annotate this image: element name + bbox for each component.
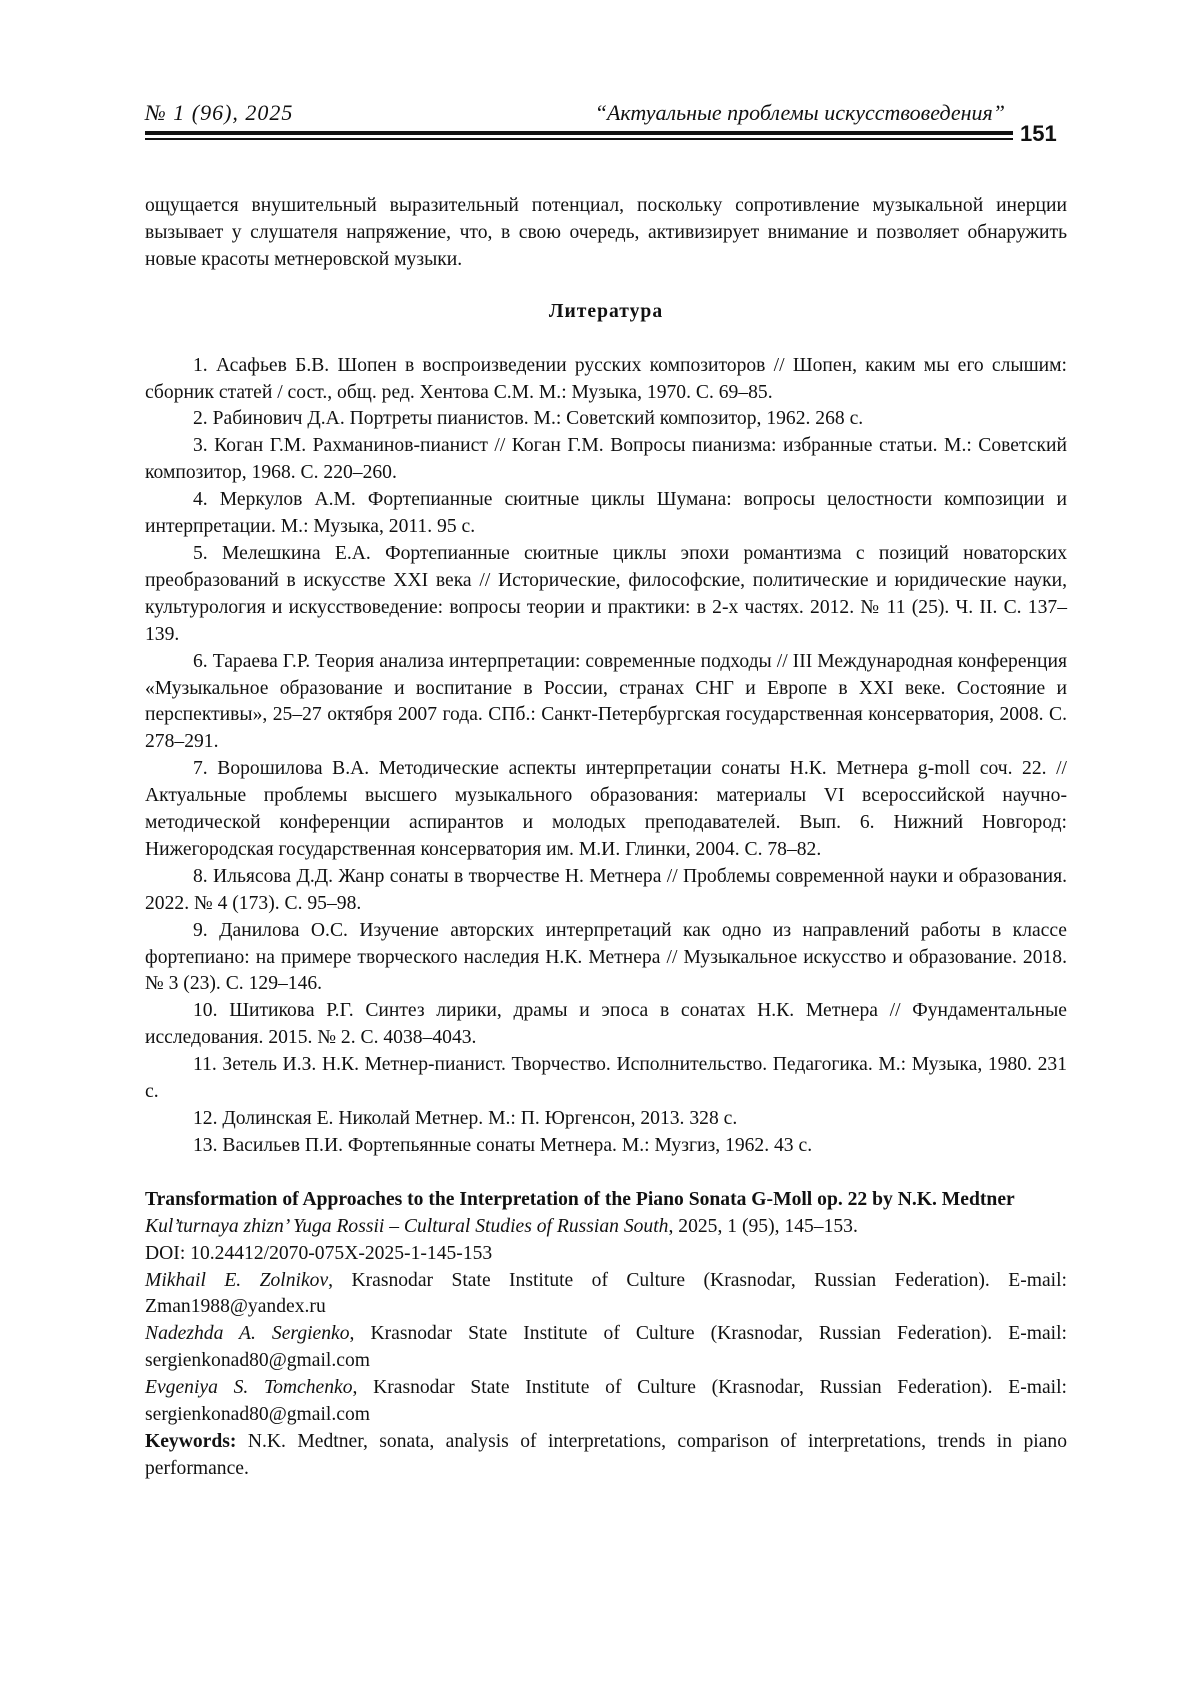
author-block — [145, 1321, 1067, 1375]
reference-item: 10. Шитикова Р.Г. Синтез лирики, драмы и эпоса в сонатах Н.К. Метнера // Фундаментальные исследования. 2015. № 2. С. 4038–4043. — [145, 998, 1067, 1052]
reference-item: 2. Рабинович Д.А. Портреты пианистов. М.: Советский композитор, 1962. 268 с. — [145, 406, 1067, 433]
author-block — [145, 1375, 1067, 1429]
author-name: Evgeniya S. Tomchenko — [145, 1377, 353, 1398]
reference-item: 1. Асафьев Б.В. Шопен в воспроизведении русских композиторов // Шопен, каким мы его слышим: сборник статей / сост., общ. ред. Хентова С.М. М.: Музыка, 1970. С. 69–85. — [145, 353, 1067, 407]
reference-list — [145, 353, 1067, 1160]
reference-item: 9. Данилова О.С. Изучение авторских интерпретаций как одно из направлений работы в классе фортепиано: на примере творческого наследия Н.К. Метнера // Музыкальное искусство и образование. 2018. № 3 (23). С. 129–146. — [145, 918, 1067, 999]
keywords-text: N.K. Medtner, sonata, analysis of interpretations, comparison of interpretations, trends in piano performance. — [145, 1431, 1067, 1479]
reference-item: 4. Меркулов А.М. Фортепианные сюитные циклы Шумана: вопросы целостности композиции и интерпретации. М.: Музыка, 2011. 95 с. — [145, 487, 1067, 541]
reference-item: 5. Мелешкина Е.А. Фортепианные сюитные циклы эпохи романтизма с позиций новаторских преобразований в искусстве XXI века // Исторические, философские, политические и юридические науки, культурология и искусствоведение: вопросы теории и практики: в 2-х частях. 2012. № 11 (25). Ч. II. С. 137–139. — [145, 541, 1067, 649]
keywords — [145, 1429, 1067, 1483]
english-source — [145, 1214, 1067, 1241]
author-affiliation: , Krasnodar State Institute of Culture (Krasnodar, Russian Federation). — [353, 1377, 993, 1398]
reference-item: 7. Ворошилова В.А. Методические аспекты интерпретации сонаты Н.К. Метнера g-moll соч. 22. // Актуальные проблемы высшего музыкального образования: материалы VI всероссийской научно-методической конференции аспирантов и молодых преподавателей. Вып. 6. Нижний Новгород: Нижегородская государственная консерватория им. М.И. Глинки, 2004. С. 78–82. — [145, 756, 1067, 864]
reference-item: 3. Коган Г.М. Рахманинов-пианист // Коган Г.М. Вопросы пианизма: избранные статьи. М.: Советский композитор, 1968. С. 220–260. — [145, 433, 1067, 487]
author-block — [145, 1268, 1067, 1322]
author-name: Mikhail E. Zolnikov — [145, 1270, 328, 1291]
author-email: E-mail: sergienkonad80@gmail.com — [145, 1377, 1067, 1425]
header-rule-thin — [145, 138, 1013, 140]
header-rule-thick — [145, 131, 1013, 135]
source-details: , 2025, 1 (95), 145–153. — [668, 1216, 857, 1237]
author-name: Nadezhda A. Sergienko — [145, 1323, 350, 1344]
author-email: E-mail: sergienkonad80@gmail.com — [145, 1323, 1067, 1371]
journal-page — [0, 0, 1200, 1698]
reference-item: 6. Тараева Г.Р. Теория анализа интерпретации: современные подходы // III Международная конференция «Музыкальное образование и воспитание в России, странах СНГ и Европе в XXI веке. Состояние и перспективы», 25–27 октября 2007 года. СПб.: Санкт-Петербургская государственная консерватория, 2008. С. 278–291. — [145, 649, 1067, 757]
author-email: E-mail: Zman1988@yandex.ru — [145, 1270, 1067, 1318]
keywords-label: Keywords: — [145, 1431, 236, 1452]
intro-paragraph: ощущается внушительный выразительный потенциал, поскольку сопротивление музыкальной инерции вызывает у слушателя напряжение, что, в свою очередь, активизирует внимание и позволяет обнаружить новые красоты метнеровской музыки. — [145, 193, 1067, 274]
author-affiliation: , Krasnodar State Institute of Culture (Krasnodar, Russian Federation). — [328, 1270, 990, 1291]
reference-item: 11. Зетель И.З. Н.К. Метнер-пианист. Творчество. Исполнительство. Педагогика. М.: Музыка, 1980. 231 с. — [145, 1052, 1067, 1106]
reference-item: 13. Васильев П.И. Фортепьянные сонаты Метнера. М.: Музгиз, 1962. 43 с. — [145, 1133, 1067, 1160]
issue-number: № 1 (96), 2025 — [145, 100, 293, 126]
reference-item: 8. Ильясова Д.Д. Жанр сонаты в творчестве Н. Метнера // Проблемы современной науки и образования. 2022. № 4 (173). С. 95–98. — [145, 864, 1067, 918]
english-article-title: Transformation of Approaches to the Interpretation of the Piano Sonata G-Moll op. 22 by N.K. Medtner — [145, 1187, 1067, 1214]
reference-item: 12. Долинская Е. Николай Метнер. М.: П. Юргенсон, 2013. 328 с. — [145, 1106, 1067, 1133]
author-affiliation: , Krasnodar State Institute of Culture (Krasnodar, Russian Federation). — [350, 1323, 993, 1344]
journal-title: “Актуальные проблемы искусствоведения” — [595, 100, 1005, 126]
page-number: 151 — [1020, 121, 1057, 147]
doi: DOI: 10.24412/2070-075X-2025-1-145-153 — [145, 1241, 1067, 1268]
literature-heading: Литература — [145, 299, 1067, 326]
journal-name-en: Kul’turnaya zhizn’ Yuga Rossii – Cultural Studies of Russian South — [145, 1216, 668, 1237]
page-body — [145, 193, 1067, 1483]
